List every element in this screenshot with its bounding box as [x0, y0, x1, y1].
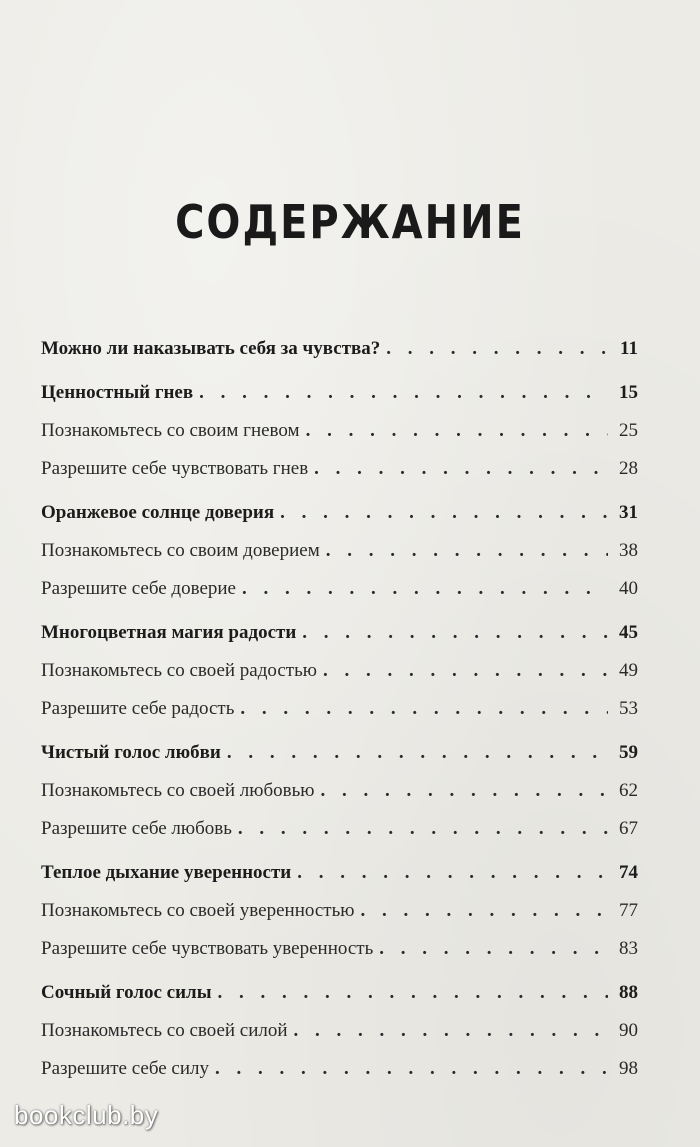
dot-leader [360, 899, 608, 923]
dot-leader [215, 1057, 608, 1081]
toc-row [41, 937, 638, 975]
dot-leader [240, 697, 608, 721]
toc-page-number: 45 [619, 622, 638, 643]
dot-leader [227, 741, 608, 765]
toc-entry-title: Познакомьтесь со своей радостью [41, 660, 317, 681]
dot-leader [386, 337, 608, 361]
toc-row [41, 539, 638, 577]
toc-page-number: 90 [619, 1020, 638, 1041]
toc-row [41, 981, 638, 1019]
toc-page-number: 59 [619, 742, 638, 763]
toc-entry-title: Разрешите себе любовь [41, 818, 232, 839]
toc-entry-title: Теплое дыхание уверенности [41, 862, 292, 883]
toc-row [41, 1057, 638, 1095]
toc-page-number: 83 [619, 938, 638, 959]
dot-leader [218, 981, 608, 1005]
toc-row [41, 337, 638, 375]
toc-page-number: 15 [619, 382, 638, 403]
toc-row [41, 817, 638, 855]
toc-row [41, 899, 638, 937]
toc-entry-title: Разрешите себе чувствовать уверенность [41, 938, 374, 959]
dot-leader [326, 539, 608, 563]
toc-entry-title: Сочный голос силы [41, 982, 212, 1003]
toc-page-number: 77 [619, 900, 638, 921]
toc-entry-title: Разрешите себе чувствовать гнев [41, 458, 309, 479]
toc-entry-title: Разрешите себе силу [41, 1058, 210, 1079]
dot-leader [297, 861, 608, 885]
toc-row [41, 779, 638, 817]
toc-entry-title: Разрешите себе радость [41, 698, 235, 719]
toc-row [41, 381, 638, 419]
toc-page-number: 67 [619, 818, 638, 839]
toc-entry-title: Оранжевое солнце доверия [41, 502, 275, 523]
toc-page-number: 74 [619, 862, 638, 883]
toc-row [41, 577, 638, 615]
toc-entry-title: Чистый голос любви [41, 742, 221, 763]
toc-entry-title: Можно ли наказывать себя за чувства? [41, 338, 381, 359]
dot-leader [242, 577, 608, 601]
dot-leader [302, 621, 608, 645]
toc-entry-title: Ценностный гнев [41, 382, 194, 403]
toc-page-number: 62 [619, 780, 638, 801]
toc-row [41, 697, 638, 735]
dot-leader [379, 937, 608, 961]
toc-row [41, 419, 638, 457]
toc-row [41, 741, 638, 779]
toc-page-number: 28 [619, 458, 638, 479]
dot-leader [280, 501, 608, 525]
dot-leader [306, 419, 608, 443]
toc-page-number: 49 [619, 660, 638, 681]
toc-row [41, 659, 638, 697]
toc-page-number: 53 [619, 698, 638, 719]
toc-row [41, 501, 638, 539]
page-title: СОДЕРЖАНИЕ [175, 196, 525, 250]
dot-leader [199, 381, 608, 405]
dot-leader [294, 1019, 608, 1043]
toc-row [41, 621, 638, 659]
toc-row [41, 1019, 638, 1057]
dot-leader [238, 817, 608, 841]
toc-row [41, 861, 638, 899]
toc-entry-title: Познакомьтесь со своей уверенностью [41, 900, 355, 921]
dot-leader [320, 779, 608, 803]
toc-page-number: 31 [619, 502, 638, 523]
toc-entry-title: Разрешите себе доверие [41, 578, 236, 599]
table-of-contents [41, 337, 638, 1095]
toc-page-number: 98 [619, 1058, 638, 1079]
toc-entry-title: Познакомьтесь со своей любовью [41, 780, 315, 801]
toc-page-number: 11 [620, 338, 638, 359]
site-watermark: bookclub.by [14, 1100, 159, 1130]
toc-entry-title: Познакомьтесь со своим доверием [41, 540, 320, 561]
toc-entry-title: Познакомьтесь со своим гневом [41, 420, 300, 441]
toc-page-number: 88 [619, 982, 638, 1003]
dot-leader [323, 659, 608, 683]
toc-row [41, 457, 638, 495]
toc-entry-title: Многоцветная магия радости [41, 622, 297, 643]
toc-page-number: 40 [619, 578, 638, 599]
toc-page-number: 38 [619, 540, 638, 561]
toc-entry-title: Познакомьтесь со своей силой [41, 1020, 288, 1041]
toc-page-number: 25 [619, 420, 638, 441]
dot-leader [314, 457, 608, 481]
